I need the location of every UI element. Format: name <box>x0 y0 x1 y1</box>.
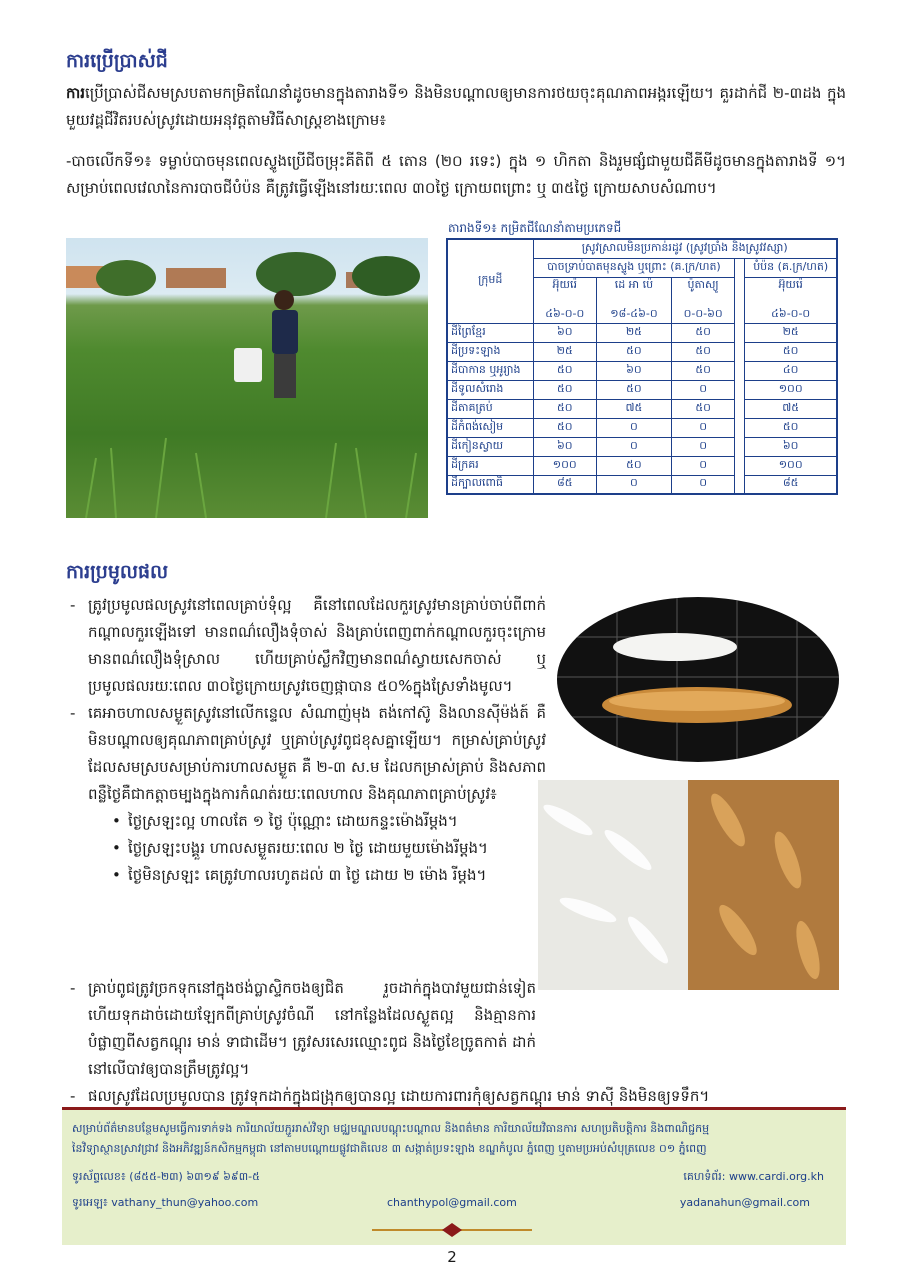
table-row: ដីតាគត្រប់ ៥០ ៧៥ ៥០ ៧៥ <box>447 399 837 418</box>
rice-comparison-illustration <box>538 780 839 990</box>
footer-website[interactable]: គេហទំព័រ: www.cardi.org.kh <box>683 1170 824 1183</box>
list-item: • ថ្ងៃមិនស្រឡះ គេត្រូវហាលរហូតដល់ ៣ ថ្ងៃ ដោយ ២ ម៉ោង រីម្តង។ <box>110 862 546 889</box>
footer-info: សម្រាប់ព័ត៌មានបន្ថែមសូមធ្វើការទាក់ទង ការិយាល័យភ្ជួររាស់វិទ្យា មជ្ឈមណ្ឌលបណ្តុះបណ្តាល និងពត៌មាន ការិយាល័យវិធានការ សហប្រតិបត្តិការ និងពាណិជ្ជកម្ម <box>72 1122 710 1135</box>
contact-footer <box>62 1107 846 1245</box>
table-caption: តារាងទី១៖ កម្រិតជីណែនាំតាមប្រភេទជី <box>448 221 622 235</box>
table-row: ដីប្រទះឡាង ២៥ ៥០ ៥០ ៥០ <box>447 342 837 361</box>
drying-sublist <box>110 808 546 889</box>
table-row: ដីកៀនស្វាយ ៦០ ០ ០ ៦០ <box>447 437 837 456</box>
page-number: 2 <box>447 1248 457 1266</box>
list-item: - គ្រាប់ពូជត្រូវច្រកទុកនៅក្នុងថង់ប្លាស្ទិកចងឲ្យជិត រួចដាក់ក្នុងបាវមួយជាន់ទៀត ហើយទុកដាច់ដោយឡែកពីគ្រាប់ស្រូវចំណី នៅកន្លែងដែលស្ងួតល្អ និងគ្មានការបំផ្លាញពីសត្វកណ្តុរ មាន់ ទាជាដើម។ ត្រូវសរសេរឈ្មោះពូជ និងថ្ងៃខែច្រូតកាត់ ដាក់នៅលើបាវឲ្យបានត្រឹមត្រូវល្អ។ <box>66 975 846 1083</box>
rice-field-illustration <box>66 238 428 518</box>
table-row: ដីព្រៃខ្មែរ ៦០ ២៥ ៥០ ២៥ <box>447 323 837 342</box>
milled-and-paddy-rice-photo <box>538 780 839 990</box>
rice-field-photo <box>66 238 428 518</box>
footer-info-2: នៃវិទ្យាស្ថានស្រាវជ្រាវ និងអភិវឌ្ឍន៍កសិកម្មកម្ពុជា នៅតាមបណ្តោយផ្លូវជាតិលេខ ៣ សង្កាត់ប្រទះឡាង ខណ្ឌកំបូល ភ្នំពេញ ឬតាមប្រអប់សំបុត្រលេខ ០១ ភ្នំពេញ <box>72 1142 707 1155</box>
fert-name-3: ប៉ូតាស្យូ ០-០-៦០ <box>671 277 734 323</box>
top-dress-header: បំប៉ន (គ.ក្រ/ហត) <box>745 258 837 277</box>
list-item: - ផលស្រូវដែលប្រមូលបាន ត្រូវទុកដាក់ក្នុងជង្រុកឲ្យបានល្អ ដោយការពារកុំឲ្យសត្វកណ្តុរ មាន់ ទាស៊ី និងមិនឲ្យទទឹក។ <box>66 1083 846 1110</box>
fert-name-2: ដេ អា ប៉េ ១៨-៤៦-០ <box>596 277 671 323</box>
harvest-list <box>66 592 546 889</box>
footer-phone: ទូរស័ព្ទលេខ៖ (៨៥៥-២៣) ៦៣១៩ ៦៩៣-៥ <box>72 1170 260 1183</box>
usage-text: ប្រើប្រាស់ជីសមស្របតាមកម្រិតណែនាំដូចមានក្នុងតារាងទី១ និងមិនបណ្តាលឲ្យមានការថយចុះគុណភាពអង្ករឡើយ។ គួរដាក់ជី ២-៣ដង ក្នុងមួយវដ្តជីវិតរបស់ស្រូវដោយអនុវត្តតាមវិធីសាស្ត្រខាងក្រោម៖ <box>66 84 846 129</box>
list-item: - គេអាចហាលសម្ងួតស្រូវនៅលើកន្ទេល សំណាញ់មុង តង់កៅស៊ូ និងលានស៊ីម៉ង់ត៍ គឺមិនបណ្តាលឲ្យគុណភាពគ្រាប់ស្រូវ ឬគ្រាប់ស្រូវពូជខុសគ្នាឡើយ។ កម្រាស់គ្រាប់ស្រូវដែលសមស្របសម្រាប់ការហាលសម្ងួត គឺ ២-៣ ស.ម ដែលកម្រាស់គ្រាប់ និងសភាពពន្លឺថ្ងៃគឺជាកត្តាចម្បងក្នុងការកំណត់រយៈពេលហាល និងគុណភាពគ្រាប់ស្រូវ៖ • ថ្ងៃស្រឡះល្អ ហាលតែ ១ ថ្ងៃ ប៉ុណ្ណោះ ដោយកន្ទះម៉ោងរីម្តង។ • ថ្ងៃស្រឡះបង្គួរ ហាលសម្ងួតរយៈពេល ២ ថ្ងៃ ដោយមួយម៉ោងរីម្តង។ • ថ្ងៃមិនស្រឡះ គេត្រូវហាលរហូតដល់ ៣ ថ្ងៃ ដោយ ២ ម៉ោង រីម្តង។ <box>66 700 546 889</box>
rice-type-header: ស្រូវស្រាលមិនប្រកាន់រដូវ (ស្រូវប្រាំង និងស្រូវវស្សា) <box>533 239 837 258</box>
table-row: ដីកំពង់សៀម ៥០ ០ ០ ៥០ <box>447 418 837 437</box>
fertilizer-table <box>446 238 838 495</box>
storage-list <box>66 975 846 1110</box>
footer-email-2[interactable]: chanthypol@gmail.com <box>387 1196 517 1209</box>
section-title-harvest: ការប្រមូលផល <box>66 561 169 583</box>
footer-email-1[interactable]: ទូរអេឡ៖ vathany_thun@yahoo.com <box>72 1196 259 1209</box>
fert-name-4: អ៊ុយរ៉េ ៤៦-០-០ <box>745 277 837 323</box>
footer-email-3[interactable]: yadanahun@gmail.com <box>679 1196 810 1209</box>
table-row: ដីក្រគរ ១០០ ៥០ ០ ១០០ <box>447 456 837 475</box>
usage-lead: ការ <box>66 84 86 102</box>
rice-grain-closeup-photo <box>557 597 839 762</box>
section-title-usage: ការប្រើប្រាស់ជី <box>66 50 168 72</box>
table-row: ដីក្បាលពោធិ ៨៥ ០ ០ ៨៥ <box>447 475 837 494</box>
fert-name-1: អ៊ុយរ៉េ ៤៦-០-០ <box>533 277 596 323</box>
list-item: - ត្រូវប្រមូលផលស្រូវនៅពេលគ្រាប់ទុំល្អ គឺនៅពេលដែលកួរស្រូវមានគ្រាប់ចាប់ពីពាក់កណ្តាលកួរឡើងទៅ មានពណ៌លឿងទុំចាស់ និងគ្រាប់ពេញពាក់កណ្តាលកួរចុះក្រោមមានពណ៌លឿងទុំស្រាល ហើយគ្រាប់ស្លឹកវិញមានពណ៌ស្វាយសេកចាស់ ឬប្រមូលផលរយៈពេល ៣០ថ្ងៃក្រោយស្រូវចេញផ្កាបាន ៥០%ក្នុងស្រែទាំងមូល។ <box>66 592 546 700</box>
rice-grain-illustration <box>557 597 839 762</box>
ribbon-ornament-icon <box>372 1220 532 1240</box>
list-item: • ថ្ងៃស្រឡះបង្គួរ ហាលសម្ងួតរយៈពេល ២ ថ្ងៃ ដោយមួយម៉ោងរីម្តង។ <box>110 835 546 862</box>
usage-paragraph-2: -បាចលើកទី១៖ ទម្លាប់បាចមុនពេលស្ទូងប្រើជីចម្រុះគីតិពី ៥ តោន (២០ រទេះ) ក្នុង ១ ហិកតា និងរួមផ្សំជាមួយជីគីមីដូចមានក្នុងតារាងទី ១។ សម្រាប់ពេលវេលានៃការបាចជីបំប៉ន គឺត្រូវធ្វើឡើងនៅរយៈពេល ៣០ថ្ងៃ ក្រោយពព្រោះ ឬ ៣៥ថ្ងៃ ក្រោយសាបសំណាប។ <box>66 152 846 197</box>
usage-paragraph <box>66 80 846 134</box>
table-row: ដីបាកាន ឬអូរ្យាង ៥០ ៦០ ៥០ ៤០ <box>447 361 837 380</box>
table-row: ដីទូលសំរោង ៥០ ៥០ ០ ១០០ <box>447 380 837 399</box>
basal-header: បាចទ្រាប់បាតមុនស្ទូង ឬព្រោះ (គ.ក្រ/ហត) <box>533 258 735 277</box>
list-item: • ថ្ងៃស្រឡះល្អ ហាលតែ ១ ថ្ងៃ ប៉ុណ្ណោះ ដោយកន្ទះម៉ោងរីម្តង។ <box>110 808 546 835</box>
soil-group-header: ក្រុមដី <box>447 239 533 323</box>
